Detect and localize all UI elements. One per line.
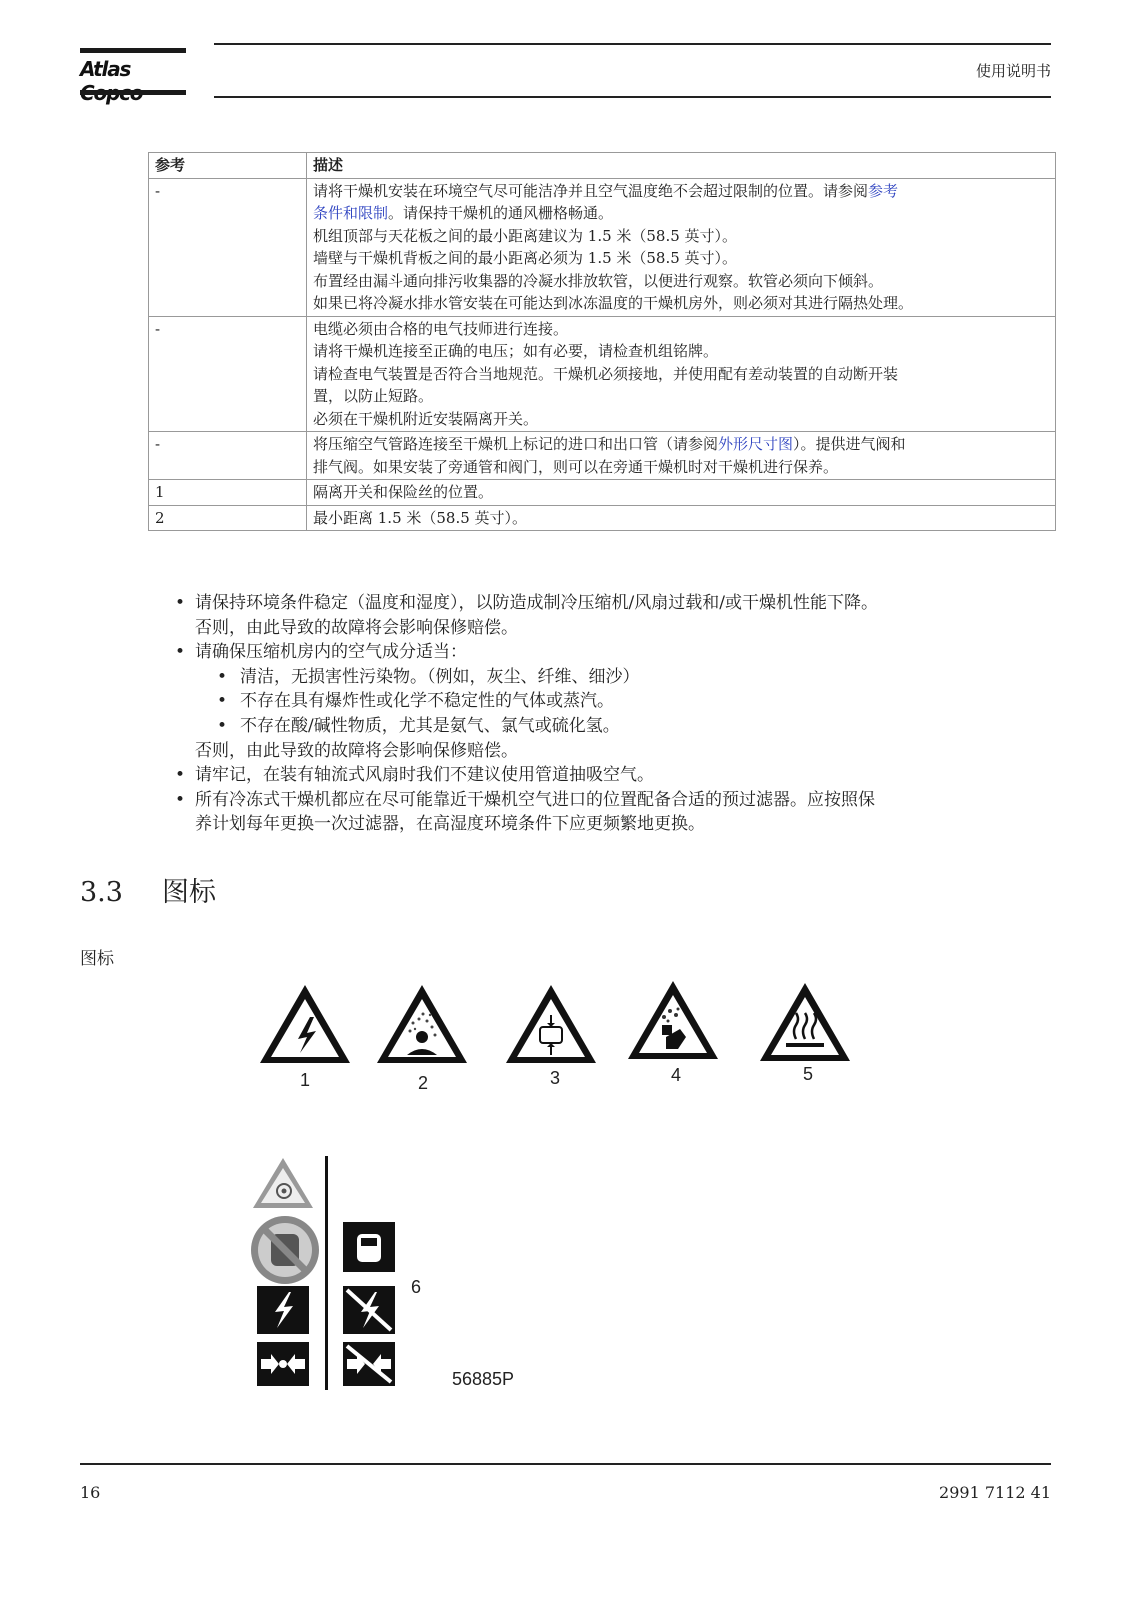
table-row xyxy=(149,505,1056,531)
high-pressure-spray-icon xyxy=(628,981,718,1059)
desc-line: 机组顶部与天花板之间的最小距离建议为 1.5 米（58.5 英寸）。 xyxy=(313,226,738,245)
bullet-text: 养计划每年更换一次过滤器，在高湿度环境条件下应更频繁地更换。 xyxy=(195,814,705,835)
pressure-hazard-icon xyxy=(506,985,596,1063)
electric-off-icon xyxy=(343,1286,395,1334)
hot-surface-icon xyxy=(760,983,850,1061)
ref-cell: - xyxy=(149,178,307,316)
desc-text: 将压缩空气管路连接至干燥机上标记的进口和出口管（请参阅 xyxy=(313,435,719,453)
control-symbols-figure xyxy=(245,1150,415,1395)
section-title xyxy=(80,870,216,909)
footer-rule xyxy=(80,1463,1051,1465)
link-dimension-drawing[interactable]: 外形尺寸图 xyxy=(718,435,794,453)
description-cell: 隔离开关和保险丝的位置。 xyxy=(307,480,1056,506)
electric-on-icon xyxy=(257,1286,309,1334)
list-item: • 请牢记，在装有轴流式风扇时我们不建议使用管道抽吸空气。 xyxy=(175,763,1045,788)
electric-hazard-icon xyxy=(260,985,350,1063)
bullet-text: • 请保持环境条件稳定（温度和湿度），以防造成制冷压缩机/风扇过载和/或干燥机性能下降。 xyxy=(195,593,878,613)
ref-cell: 1 xyxy=(149,480,307,506)
desc-text: 请将干燥机安装在环境空气尽可能洁净并且空气温度绝不会超过限制的位置。请参阅 xyxy=(313,181,869,200)
bullet-text: 否则，由此导致的故障将会影响保修赔偿。 xyxy=(195,617,518,638)
ref-cell: - xyxy=(149,432,307,480)
dust-hazard-icon xyxy=(377,985,467,1063)
sub-list-item: • 清洁，无损害性污染物。（例如，灰尘、纤维、细沙） xyxy=(175,665,1045,690)
symbol-label: 6 xyxy=(411,1277,422,1297)
link-reference[interactable]: 参考 xyxy=(868,181,899,200)
symbol-label: 1 xyxy=(300,1070,311,1090)
desc-line: 必须在干燥机附近安装隔离开关。 xyxy=(313,409,539,428)
no-maintenance-icon xyxy=(251,1216,319,1284)
atlas-copco-logo: Atlas xyxy=(80,57,131,81)
reference-table xyxy=(148,152,1056,531)
desc-line: 排气阀。如果安装了旁通管和阀门，则可以在旁通干燥机时对干燥机进行保养。 xyxy=(313,457,839,476)
symbol-label: 5 xyxy=(803,1064,814,1084)
table-row xyxy=(149,432,1056,480)
desc-text: ）。提供进气阀和 xyxy=(793,435,906,453)
symbol-label: 4 xyxy=(671,1065,682,1085)
symbol-label: 3 xyxy=(550,1068,561,1088)
section-title-text: 图标 xyxy=(162,877,216,908)
sub-list-item: • 不存在酸/碱性物质，尤其是氨气、氯气或硫化氢。 xyxy=(175,714,1045,739)
symbol-divider xyxy=(325,1156,328,1390)
document-number: 2991 7112 41 xyxy=(939,1483,1051,1502)
desc-line xyxy=(313,433,1049,456)
page-number: 16 xyxy=(80,1483,101,1502)
header-rule-top xyxy=(214,43,1051,45)
sub-list-item: • 不存在具有爆炸性或化学不稳定性的气体或蒸汽。 xyxy=(175,689,1045,714)
description-cell: 最小距离 1.5 米（58.5 英寸）。 xyxy=(307,505,1056,531)
ref-cell: 2 xyxy=(149,505,307,531)
desc-line: 置，以防止短路。 xyxy=(313,387,434,405)
header-description: 描述 xyxy=(307,153,1056,179)
header-rule-bottom xyxy=(214,96,1051,98)
bullet-text: • 所有冷冻式干燥机都应在尽可能靠近干燥机空气进口的位置配备合适的预过滤器。应按照保 xyxy=(195,789,875,810)
ref-cell: - xyxy=(149,316,307,432)
table-header-row xyxy=(149,153,1056,179)
description-cell xyxy=(307,316,1056,432)
desc-line: 请将干燥机连接至正确的电压；如有必要，请检查机组铭牌。 xyxy=(313,342,719,360)
desc-line xyxy=(313,180,1049,203)
desc-line: 如果已将冷凝水排水管安装在可能达到冰冻温度的干燥机房外，则必须对其进行隔热处理。 xyxy=(313,294,914,312)
air-flow-off-icon xyxy=(343,1342,395,1386)
desc-line: 布置经由漏斗通向排污收集器的冷凝水排放软管，以便进行观察。软管必须向下倾斜。 xyxy=(313,271,884,290)
logo-bar-top xyxy=(80,48,186,53)
link-conditions-limits[interactable]: 条件和限制 xyxy=(313,204,389,222)
header-ref: 参考 xyxy=(149,153,307,179)
description-cell xyxy=(307,178,1056,316)
table-row xyxy=(149,480,1056,506)
table-row xyxy=(149,316,1056,432)
read-manual-icon xyxy=(253,1158,313,1208)
figure-heading: 图标 xyxy=(80,949,114,969)
desc-line: 电缆必须由合格的电气技师进行连接。 xyxy=(313,319,569,338)
list-item xyxy=(175,788,1045,837)
table-row xyxy=(149,178,1056,316)
desc-line: 请检查电气装置是否符合当地规范。干燥机必须接地，并使用配有差动装置的自动断开装 xyxy=(313,364,899,383)
list-item xyxy=(175,591,1045,640)
desc-text: 。请保持干燥机的通风栅格畅通。 xyxy=(388,204,614,222)
figure-code: 56885P xyxy=(452,1369,515,1389)
air-flow-on-icon xyxy=(257,1342,309,1386)
list-item: • 请确保压缩机房内的空气成分适当： xyxy=(175,640,1045,665)
maintenance-icon xyxy=(343,1222,395,1272)
document-type: 使用说明书 xyxy=(975,62,1051,80)
bullet-list xyxy=(175,591,1045,837)
desc-line xyxy=(313,202,1049,225)
description-cell xyxy=(307,432,1056,480)
symbol-label: 2 xyxy=(418,1073,429,1093)
bullet-continuation: 否则，由此导致的故障将会影响保修赔偿。 xyxy=(195,740,518,761)
section-number: 3.3 xyxy=(80,877,123,908)
desc-line: 墙壁与干燥机背板之间的最小距离必须为 1.5 米（58.5 英寸）。 xyxy=(313,249,738,267)
logo-bar-bottom xyxy=(80,90,186,95)
